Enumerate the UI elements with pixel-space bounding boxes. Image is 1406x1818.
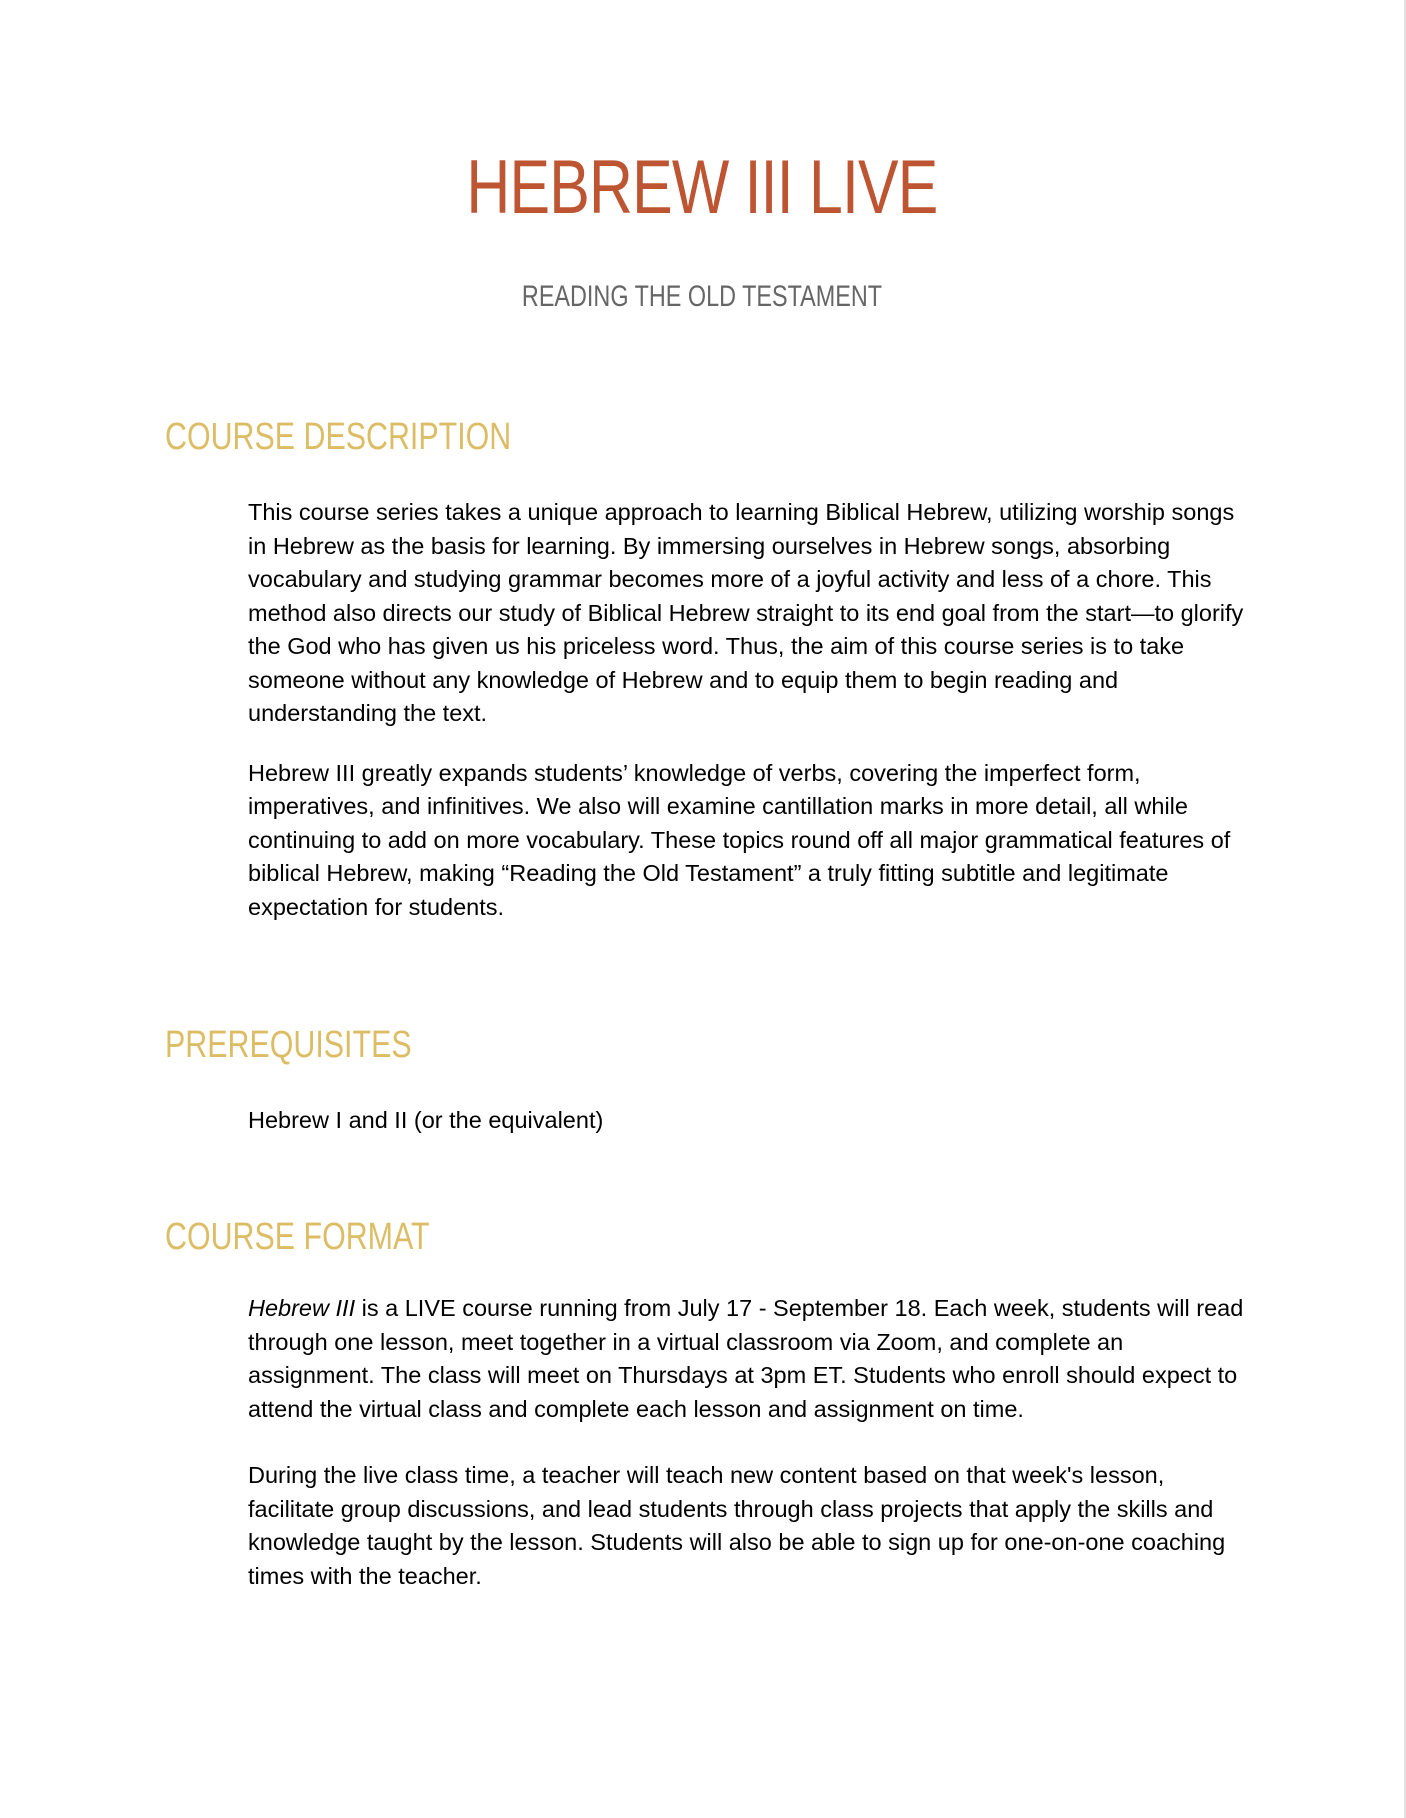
prerequisites-text: Hebrew I and II (or the equivalent) xyxy=(248,1107,604,1133)
description-paragraph: Hebrew III greatly expands students’ knowledge of verbs, covering the imperfect form, imperatives, and infinitives. We also will examine cantillation marks in more detail, all while continuing to add on more vocabulary. These topics round off all major grammatical features of biblical Hebrew, making “Reading the Old Testament” a truly fitting subtitle and legitimate expectation for students. xyxy=(248,759,1231,920)
format-paragraph-text: is a LIVE course running from July 17 - September 18. Each week, students will read through one lesson, meet together in a virtual classroom via Zoom, and complete an assignment. The class will meet on Thursdays at 3pm ET. Students who enroll should expect to attend the virtual class and complete each lesson and assignment on time. xyxy=(248,1295,1244,1422)
format-paragraph xyxy=(248,1292,1248,1426)
prerequisites-body xyxy=(248,1104,1248,1138)
course-format-body xyxy=(248,1292,1248,1593)
description-paragraph: This course series takes a unique approach to learning Biblical Hebrew, utilizing worship songs in Hebrew as the basis for learning. By immersing ourselves in Hebrew songs, absorbing vocabulary and studying grammar becomes more of a joyful activity and less of a chore. This method also directs our study of Biblical Hebrew straight to its end goal from the start—to glorify the God who has given us his priceless word. Thus, the aim of this course series is to take someone without any knowledge of Hebrew and to equip them to begin reading and understanding the text. xyxy=(248,499,1244,726)
format-paragraph: During the live class time, a teacher will teach new content based on that week's lesson, facilitate group discussions, and lead students through class projects that apply the skills and knowledge taught by the lesson. Students will also be able to sign up for one-on-one coaching times with the teacher. xyxy=(248,1462,1226,1589)
section-heading-course-description: COURSE DESCRIPTION xyxy=(165,416,512,458)
section-heading-prerequisites: PREREQUISITES xyxy=(165,1024,412,1066)
course-name-italic: Hebrew III xyxy=(248,1295,356,1321)
page-subtitle: READING THE OLD TESTAMENT xyxy=(521,280,883,313)
page-title: HEBREW III LIVE xyxy=(466,145,938,230)
course-description-body xyxy=(248,496,1248,924)
section-heading-course-format: COURSE FORMAT xyxy=(165,1216,430,1258)
